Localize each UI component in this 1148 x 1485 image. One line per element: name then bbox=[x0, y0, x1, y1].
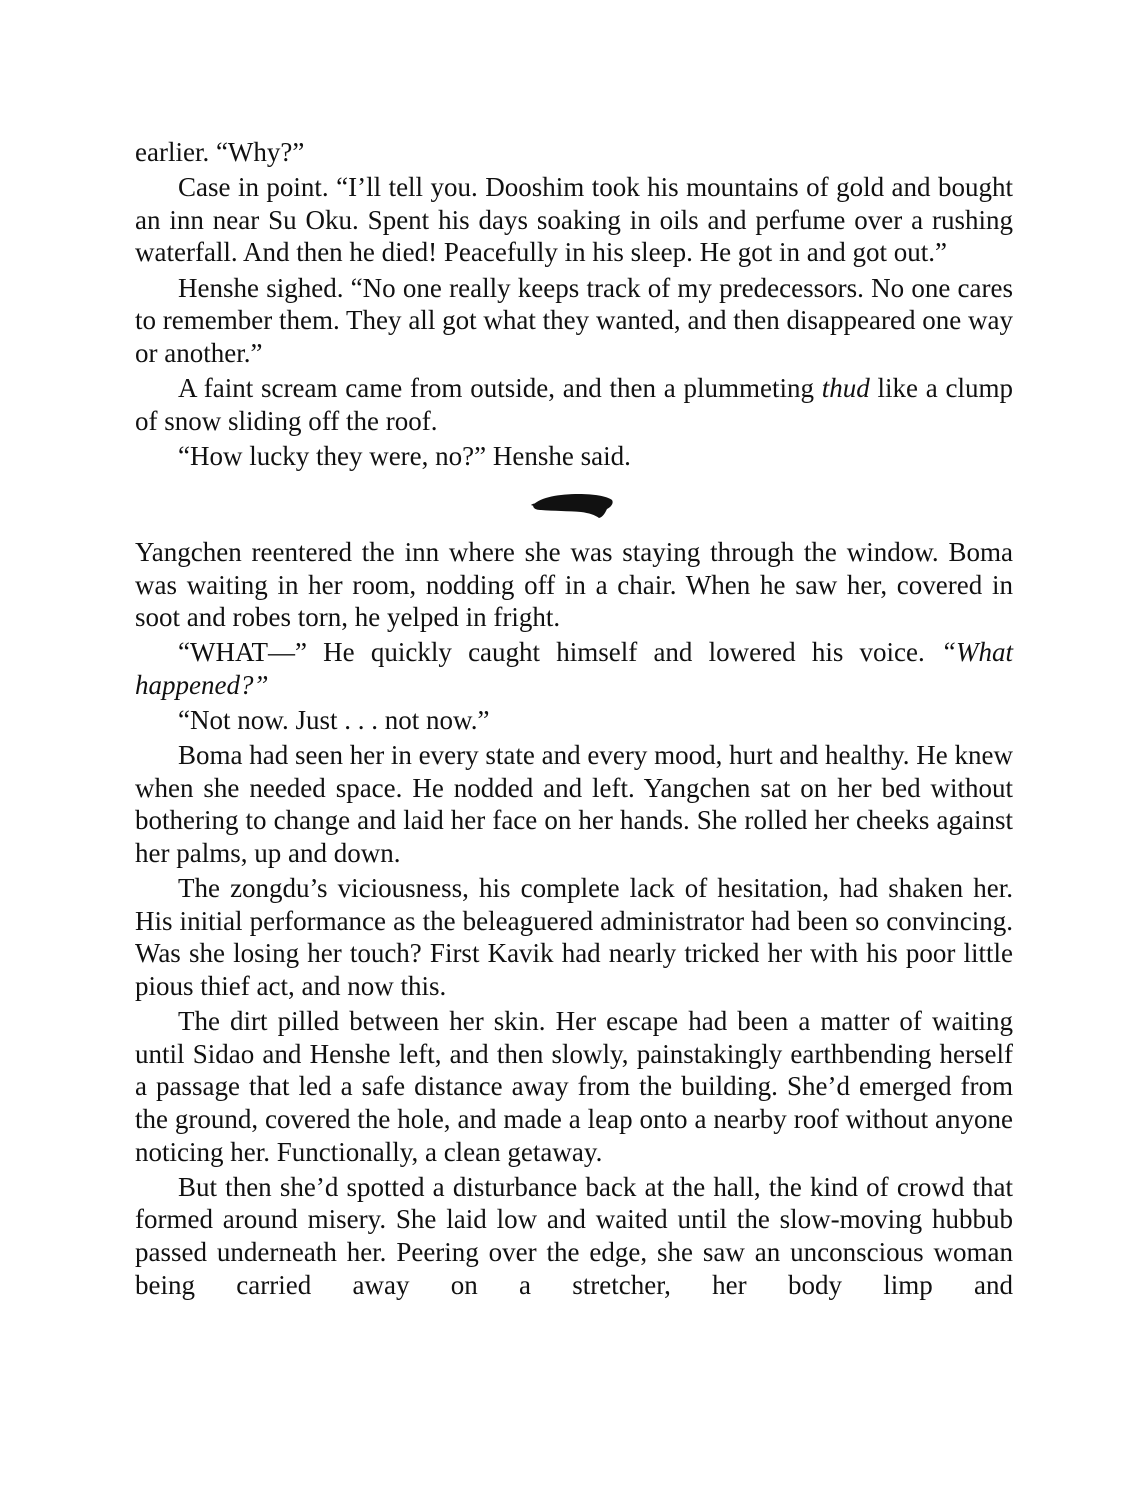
paragraph: A faint scream came from outside, and then a plummeting thud like a clump of snow sliding off the roof. bbox=[135, 372, 1013, 436]
emphasis: “What happened?” bbox=[135, 637, 1013, 700]
paragraph: The zongdu’s viciousness, his complete lack of hesitation, had shaken her. His initial performance as the beleaguered administrator had been so convincing. Was she losing her touch? First Kavik had nearly tricked her with his poor little pious thief act, and now this. bbox=[135, 873, 1013, 1001]
paragraph: “WHAT—” He quickly caught himself and lowered his voice. “What happened?” bbox=[135, 637, 1013, 700]
paragraph: Case in point. “I’ll tell you. Dooshim took his mountains of gold and bought an inn near Su Oku. Spent his days soaking in oils and perfume over a rushing waterfall. And then he died! Peacefully in his sleep. He got in and got out.” bbox=[135, 172, 1013, 268]
paragraph: Boma had seen her in every state and every mood, hurt and healthy. He knew when she needed space. He nodded and left. Yangchen sat on her bed without bothering to change and laid her face on her hands. She rolled her cheeks against her palms, up and down. bbox=[135, 740, 1013, 869]
paragraph: Henshe sighed. “No one really keeps track of my predecessors. No one cares to remember them. They all got what they wanted, and then disappeared one way or another.” bbox=[135, 272, 1013, 368]
ink-brushstroke-icon bbox=[531, 491, 615, 521]
paragraph: earlier. “Why?” bbox=[135, 137, 305, 167]
emphasis: thud bbox=[821, 372, 870, 403]
paragraph: “How lucky they were, no?” Henshe said. bbox=[178, 440, 631, 471]
scene-break bbox=[135, 475, 1013, 536]
book-page bbox=[135, 136, 1013, 1304]
paragraph: “Not now. Just . . . not now.” bbox=[178, 705, 490, 736]
paragraph: Yangchen reentered the inn where she was staying through the window. Boma was waiting in her room, nodding off in a chair. When he saw her, covered in soot and robes torn, he yelped in fright. bbox=[135, 536, 1013, 633]
paragraph: But then she’d spotted a disturbance back at the hall, the kind of crowd that formed around misery. She laid low and waited until the slow-moving hubbub passed underneath her. Peering over the edge, she saw an unconscious woman being carried away on a stretcher, her body limp and bbox=[135, 1171, 1013, 1300]
paragraph: The dirt pilled between her skin. Her escape had been a matter of waiting until Sidao and Henshe left, and then slowly, painstakingly earthbending herself a passage that led a safe distance away from the building. She’d emerged from the ground, covered the hole, and made a leap onto a nearby roof without anyone noticing her. Functionally, a clean getaway. bbox=[135, 1006, 1013, 1167]
